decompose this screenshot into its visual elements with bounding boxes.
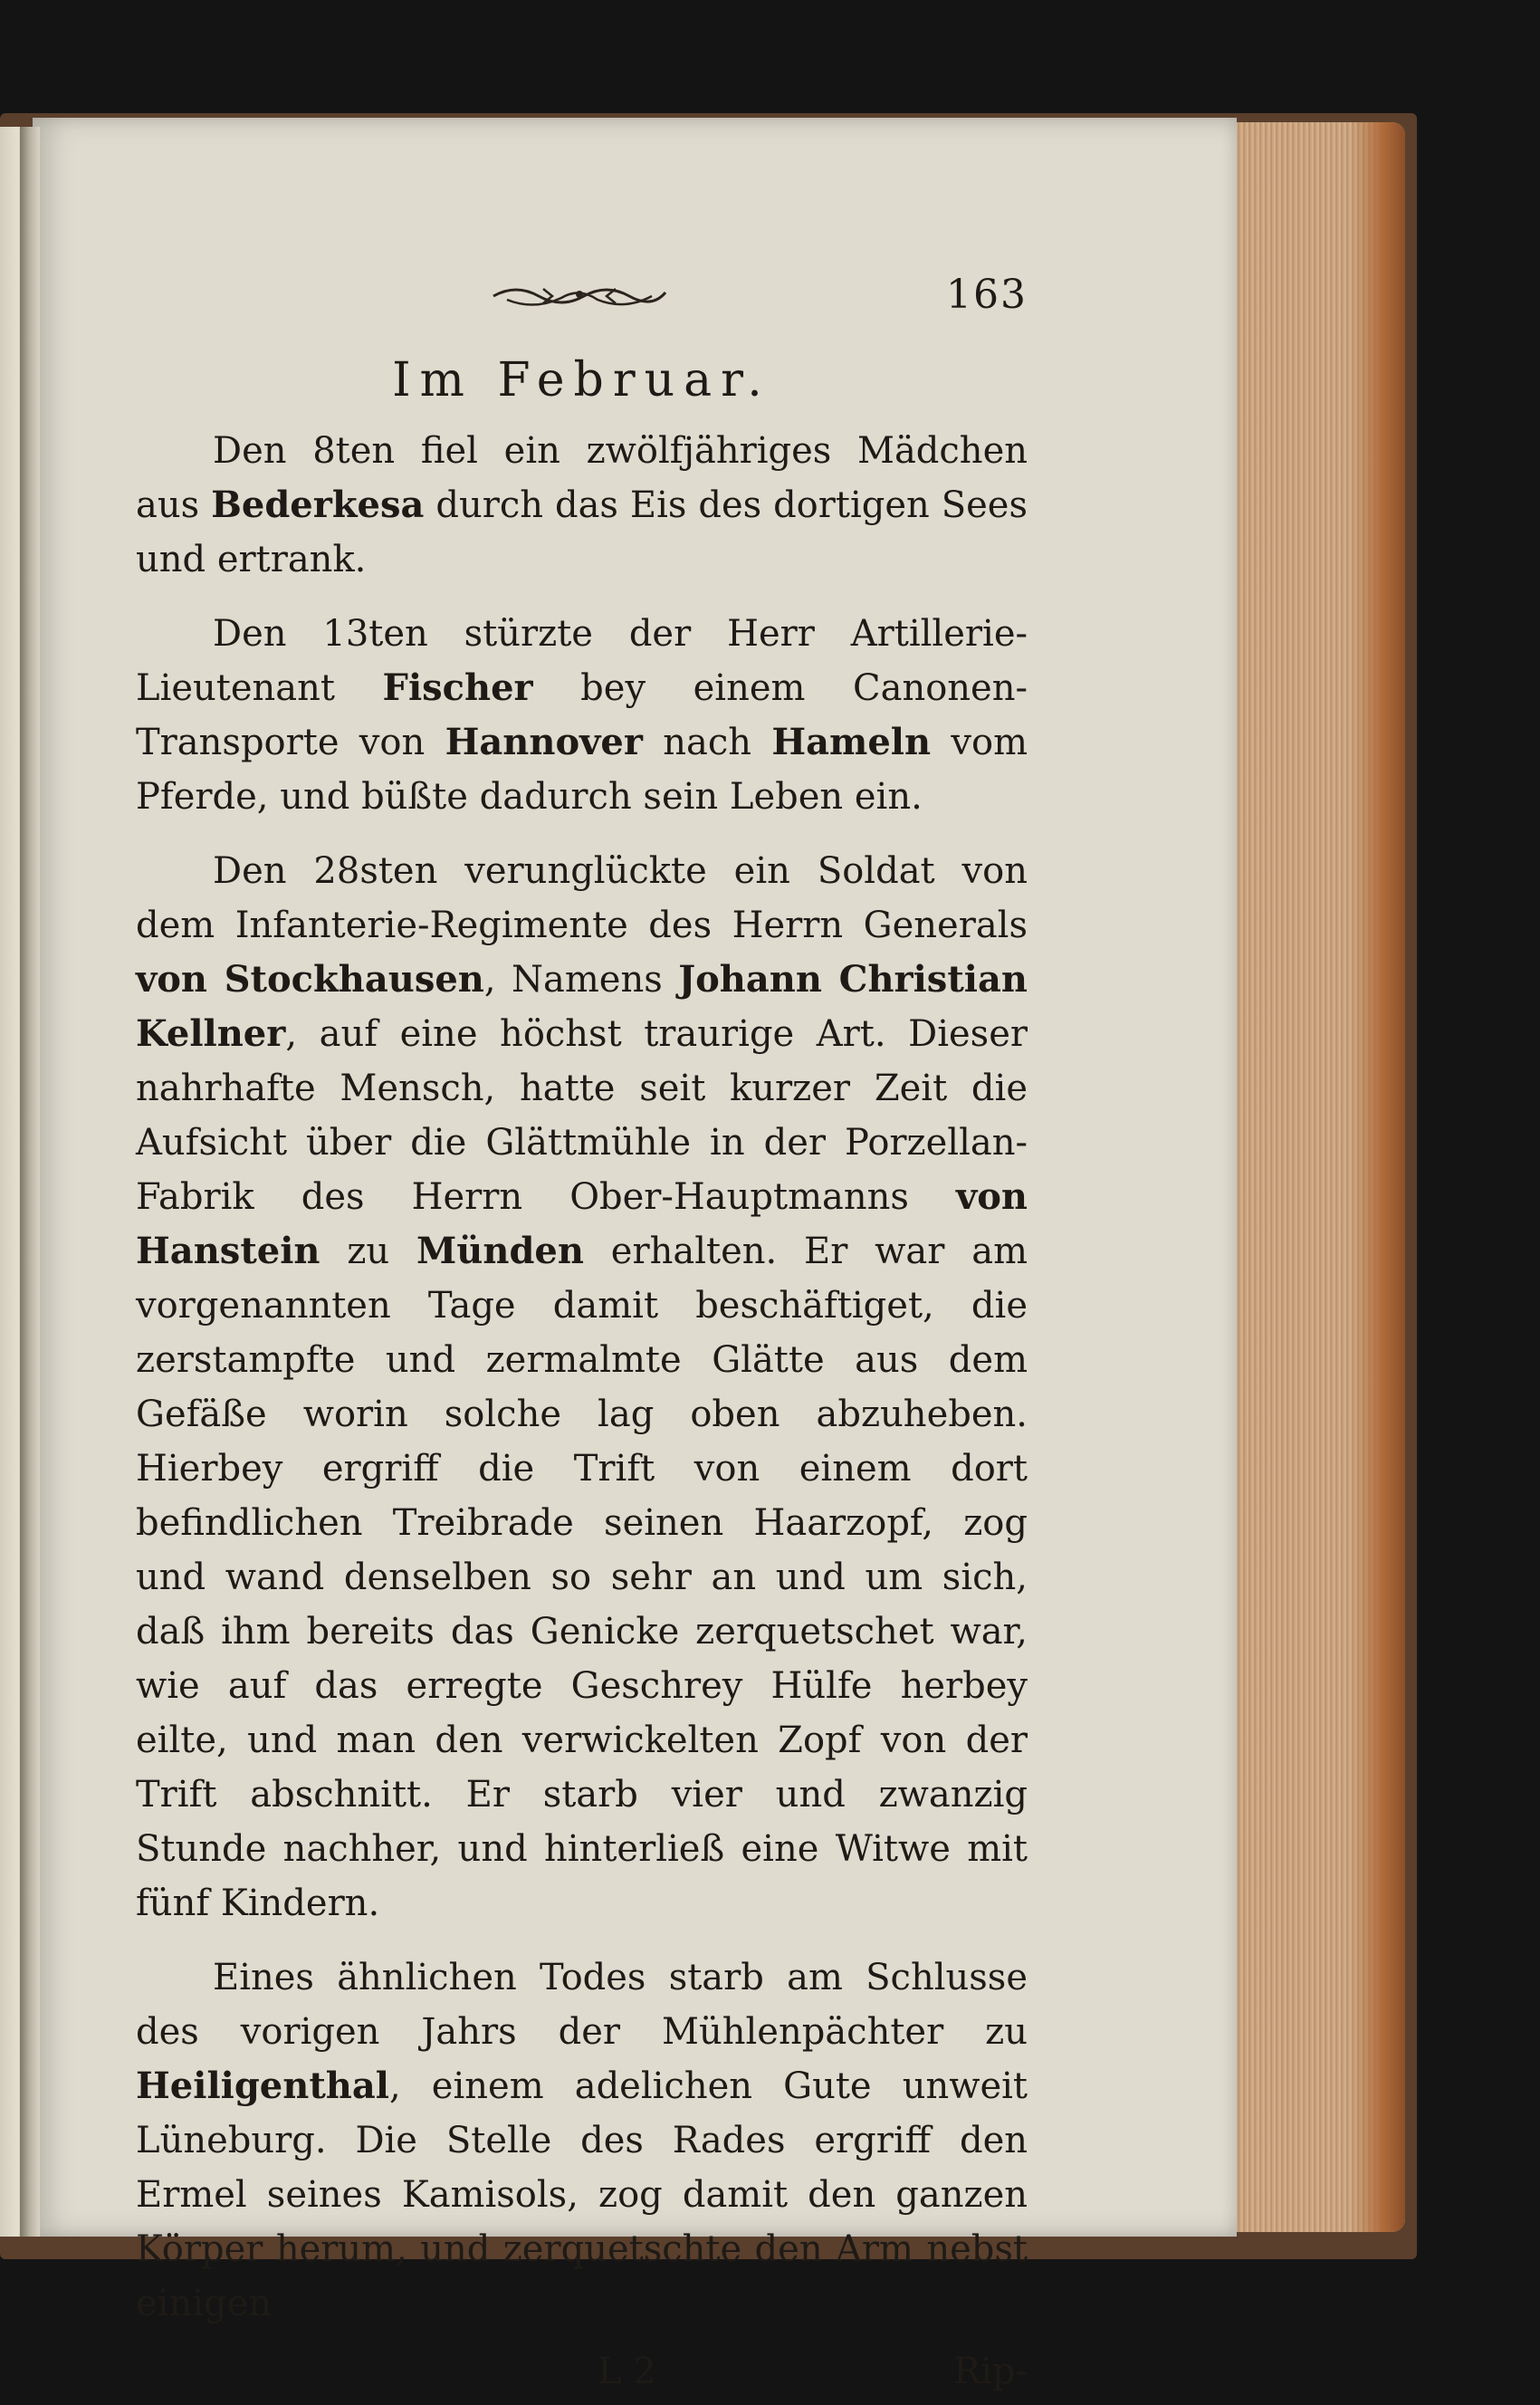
paragraph	[136, 844, 1028, 1931]
paragraph-text: zu	[320, 1231, 417, 1272]
page-footer	[136, 2351, 1028, 2405]
paragraph-text: Den 28sten verunglückte ein Soldat von dem Infanterie-Regimente des Herrn Generals	[136, 850, 1028, 946]
paragraph-text: Den 13ten stürzte der Herr Artillerie-Lieutenant	[136, 613, 1028, 709]
paragraph-text: , auf eine höchst traurige Art. Dieser nahrhafte Mensch, hatte seit kurzer Zeit die Aufsicht über die Glättmühle in der Porzellan-Fabrik des Herrn Ober-Hauptmanns	[136, 1013, 1028, 1218]
signature-mark: L 2	[598, 2351, 656, 2392]
paragraph-text: Den 8ten fiel ein zwölfjähriges Mädchen aus	[136, 430, 1028, 526]
paragraph-text: nach	[642, 722, 772, 763]
emphasized-text: von Hanstein	[136, 1175, 1028, 1272]
page-content	[136, 272, 1028, 2405]
body-text	[136, 424, 1028, 2331]
emphasized-text: Johann Christian Kellner	[136, 958, 1028, 1055]
paragraph-text: erhalten. Er war am vorgenannten Tage damit beschäftiget, die zerstampfte und zermalmte Glätte aus dem Gefäße worin solche lag oben abzuheben. Hierbey ergriff die Trift von einem dort befindlichen Treibrade seinen Haarzopf, zog und wand denselben so sehr an und um sich, daß ihm bereits das Genicke zerquetschet war, wie auf das erregte Geschrey Hülfe herbey eilte, und man den verwickelten Zopf von der Trift abschnitt. Er starb vier und zwanzig Stunde nachher, und hinterließ eine Witwe mit fünf Kindern.	[136, 1231, 1028, 1924]
paragraph-text: bey einem Canonen-Transporte von	[136, 667, 1028, 763]
emphasized-text: Hameln	[771, 721, 932, 763]
paragraph-text: Eines ähnlichen Todes starb am Schlusse des vorigen Jahrs der Mühlenpächter zu	[136, 1957, 1028, 2053]
book-gutter	[20, 127, 40, 2237]
paragraph	[136, 607, 1028, 824]
emphasized-text: von Stockhausen	[136, 958, 484, 1001]
emphasized-text: Heiligenthal	[136, 2065, 389, 2107]
paragraph	[136, 1950, 1028, 2331]
paragraph	[136, 424, 1028, 587]
paragraph-text: durch das Eis des dortigen Sees und ertrank.	[136, 484, 1028, 580]
emphasized-text: Bederkesa	[211, 484, 425, 526]
emphasized-text: Münden	[416, 1230, 584, 1272]
ornament-icon	[489, 276, 670, 312]
page-header	[136, 272, 1028, 344]
paragraph-text: , einem adelichen Gute unweit Lüneburg. Die Stelle des Rades ergriff den Ermel seines Kamisols, zog damit den ganzen Körper herum, und zerquetschte den Arm nebst einigen	[136, 2065, 1028, 2324]
paragraph-text: vom Pferde, und büßte dadurch sein Leben ein.	[136, 722, 1028, 818]
page-number: 163	[946, 272, 1028, 318]
section-title: Im Februar.	[392, 353, 771, 407]
page-edges	[1224, 122, 1405, 2232]
emphasized-text: Fischer	[382, 666, 533, 709]
catchword: Rip-	[952, 2351, 1028, 2392]
emphasized-text: Hannover	[445, 721, 643, 763]
paragraph-text: , Namens	[483, 959, 679, 1001]
